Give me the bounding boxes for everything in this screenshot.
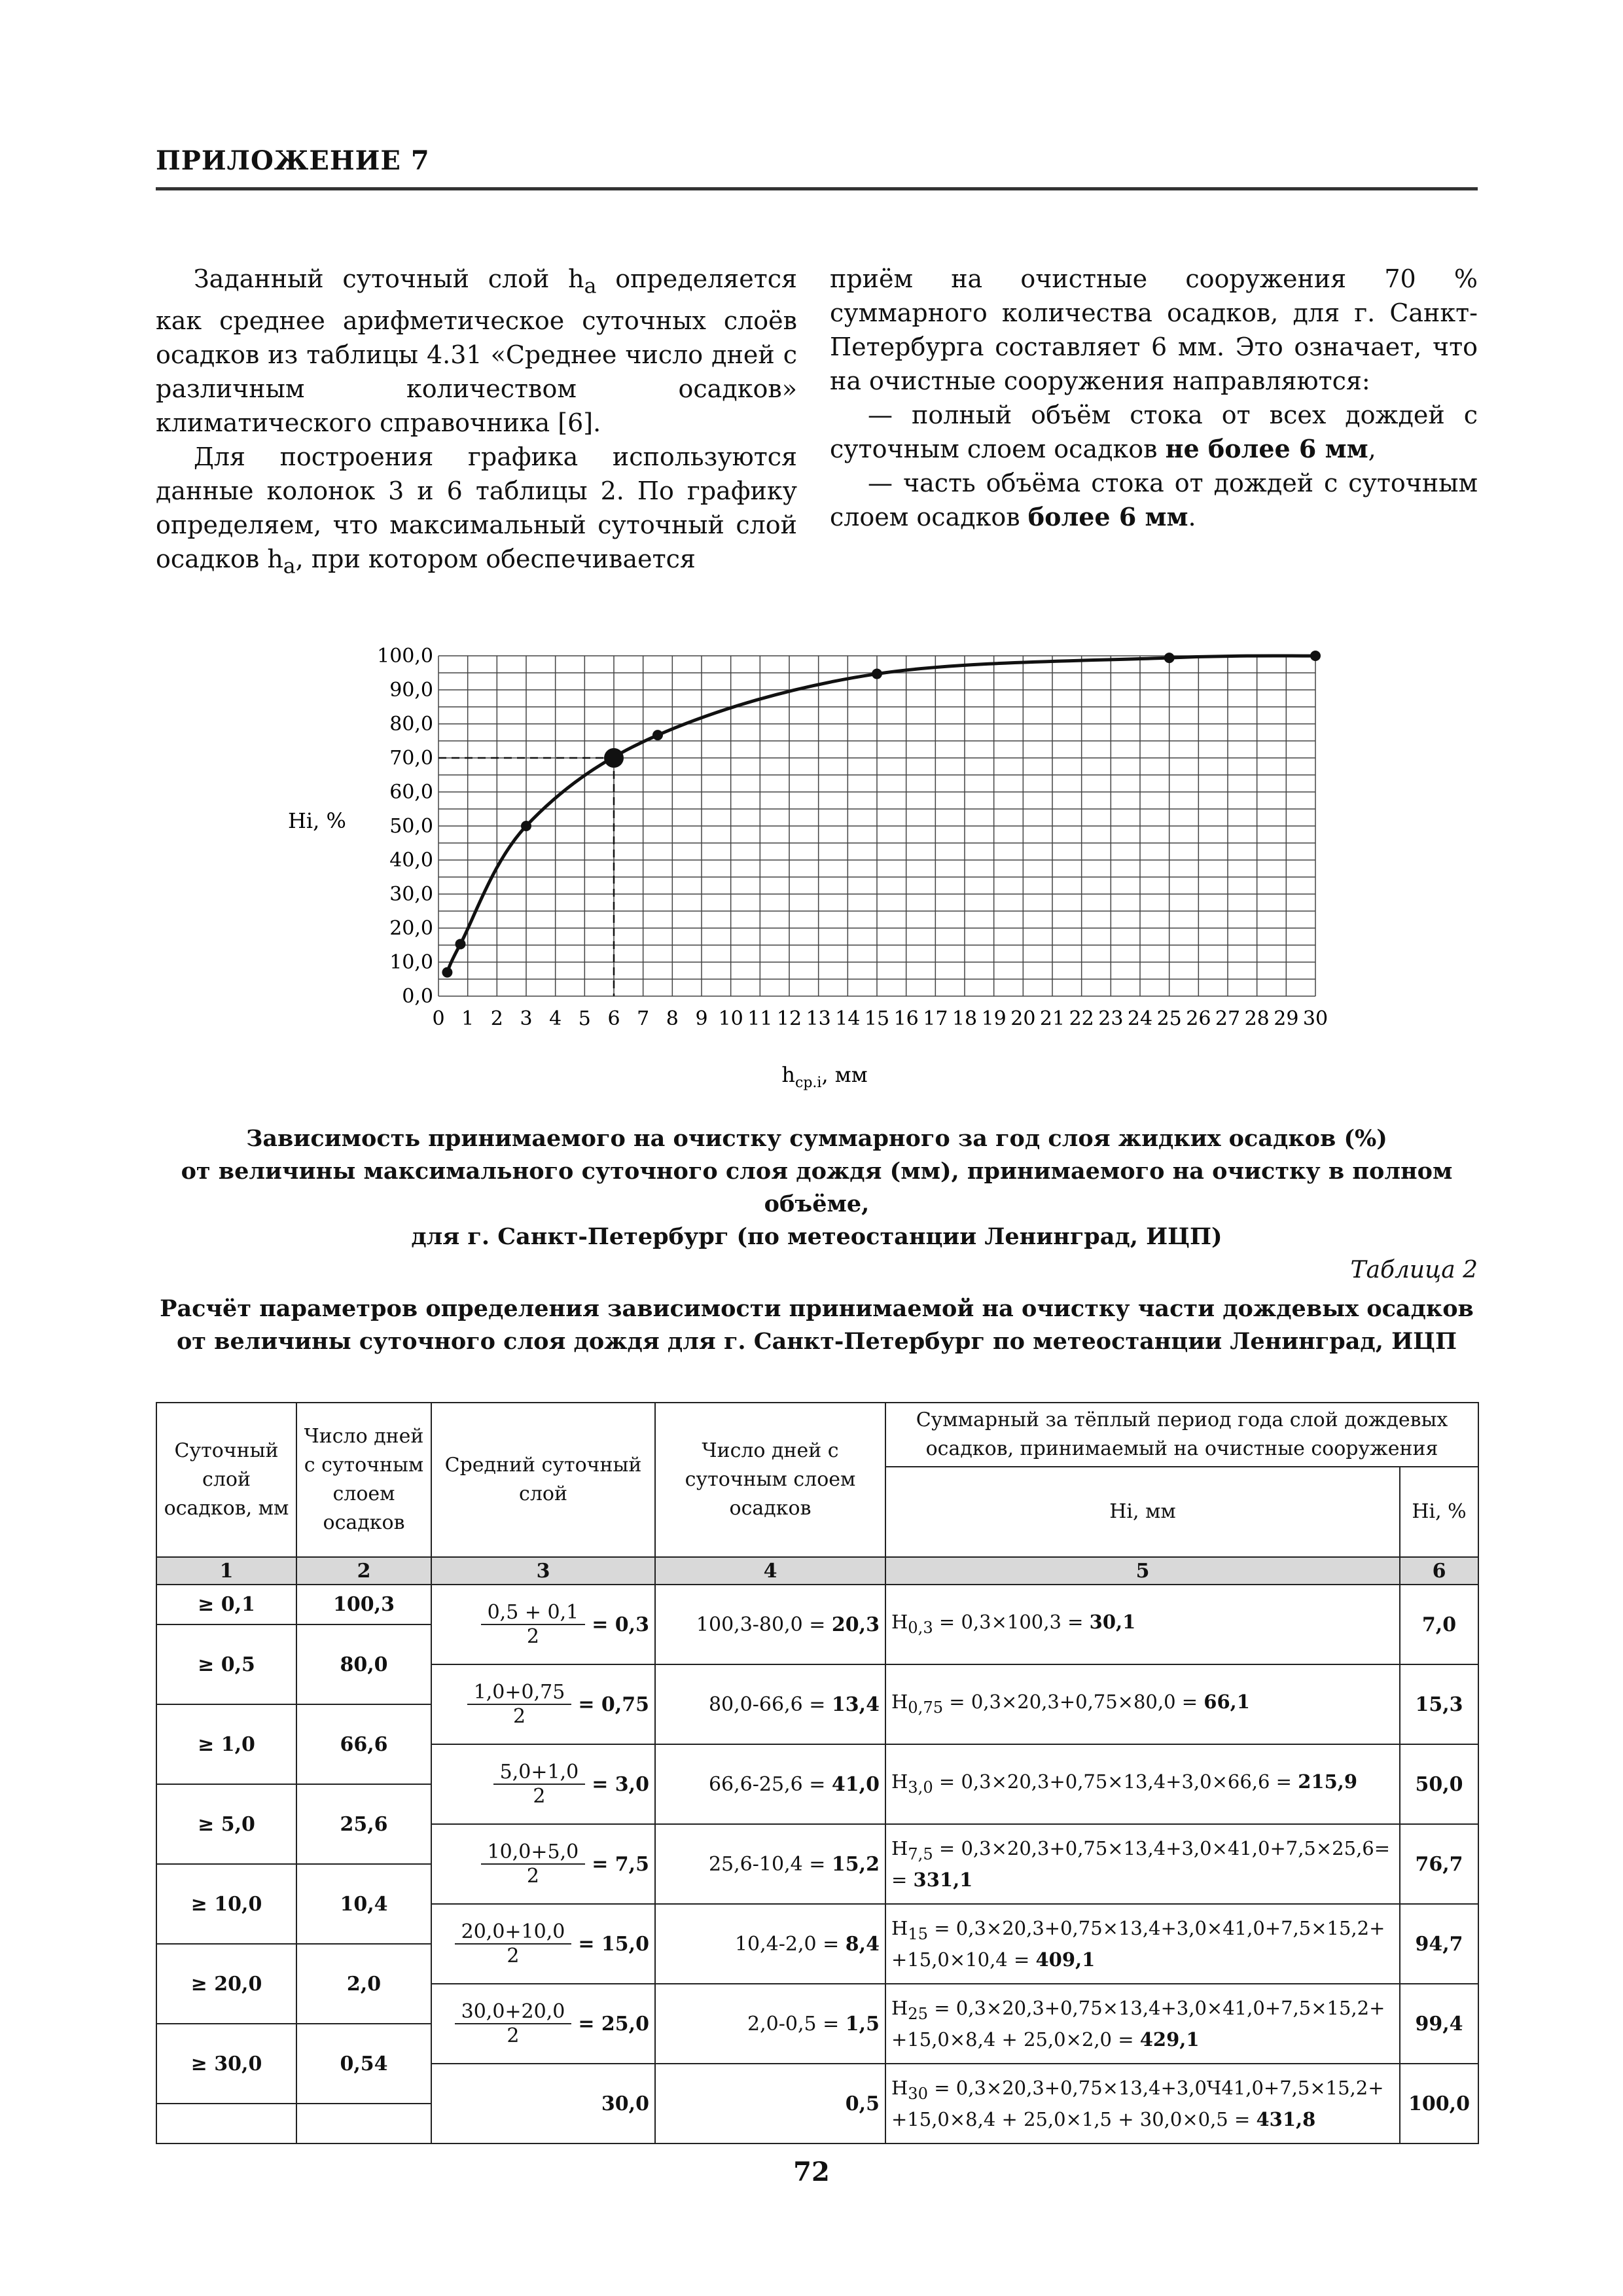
page-number: 72	[793, 2157, 830, 2187]
layer-cell: ≥ 30,0	[156, 2024, 296, 2104]
x-tick-label: 0	[432, 1007, 445, 1030]
fraction-numerator: 20,0+10,0	[455, 1920, 572, 1945]
average-result: 30,0	[601, 2092, 649, 2115]
x-tick-label: 30	[1302, 1007, 1329, 1030]
header-cell: Средний суточный слой	[431, 1403, 655, 1557]
average-cell	[431, 1984, 655, 2064]
paragraph: — часть объёма стока от дождей с суточным слоем осадков более 6 мм.	[830, 469, 1478, 531]
table-body	[156, 1557, 1478, 2144]
formula-text: $H_{7,5} = 0,3\times 20,3+0,75\times 13,4+3,0\times 41,0+7,5\times 25,6=$ =	[891, 1837, 1391, 1892]
days-diff-cell	[655, 1824, 885, 1904]
chart-svg	[275, 641, 1348, 1100]
y-tick-label: 50,0	[389, 815, 433, 838]
average-cell	[431, 1664, 655, 1744]
x-tick-label: 8	[666, 1007, 679, 1030]
average-result: = 0,3	[592, 1613, 649, 1636]
fraction-denominator: 2	[507, 2024, 520, 2047]
fraction-numerator: 30,0+20,0	[455, 2000, 572, 2024]
data-point	[521, 821, 531, 831]
header-title: ПРИЛОЖЕНИЕ 7	[156, 145, 430, 176]
x-tick-label: 16	[893, 1007, 919, 1030]
average-cell	[431, 1744, 655, 1824]
percent-cell: 15,3	[1400, 1664, 1478, 1744]
data-point	[442, 967, 452, 978]
x-tick-label: 6	[607, 1007, 620, 1030]
empty-cell	[296, 2104, 431, 2144]
x-tick-label: 28	[1244, 1007, 1270, 1030]
x-tick-label: 23	[1098, 1007, 1124, 1030]
header-cell: Суммарный за тёплый период года слой дождевых осадков, принимаемый на очистные сооружения	[885, 1403, 1478, 1467]
header-cell: Суточный слой осадков, мм	[156, 1403, 296, 1557]
x-tick-label: 9	[695, 1007, 708, 1030]
fraction-denominator: 2	[533, 1785, 546, 1808]
column-number: 1	[156, 1557, 296, 1585]
series-line	[447, 656, 1315, 973]
fraction-numerator: 1,0+0,75	[467, 1681, 572, 1705]
x-tick-label: 17	[923, 1007, 948, 1030]
average-cell	[431, 1824, 655, 1904]
x-tick-label: 5	[578, 1007, 591, 1030]
layer-cell: ≥ 20,0	[156, 1944, 296, 2024]
chart-caption-line: Зависимость принимаемого на очистку суммарного за год слоя жидких осадков (%)	[246, 1125, 1387, 1152]
layer-cell: ≥ 5,0	[156, 1784, 296, 1864]
paragraph: Для построения графика используются данные колонок 3 и 6 таблицы 2. По графику определяем, что максимальный суточный слой осадков $h_a$, при котором обеспечивается	[156, 442, 797, 579]
fraction-numerator: 5,0+1,0	[493, 1761, 586, 1785]
formula-text: $H_{30} = 0,3\times 20,3+0,75\times 13,4+3,0Ч41,0+7,5\times 15,2+ +15,0\times 8,4 + 25,0\times 1,5 + 30,0\times 0,5$ =	[891, 2076, 1384, 2131]
x-tick-label: 2	[490, 1007, 503, 1030]
days-diff-result: 8,4	[845, 1932, 880, 1956]
data-point	[872, 669, 882, 679]
table-row	[156, 1585, 1478, 1624]
x-tick-label: 1	[461, 1007, 474, 1030]
layer-formula-cell	[885, 1664, 1400, 1744]
average-result: = 15,0	[578, 1932, 649, 1956]
formula-result: 431,8	[1256, 2108, 1316, 2131]
x-tick-label: 7	[637, 1007, 650, 1030]
data-point	[652, 730, 663, 740]
formula-text: $H_{15} = 0,3\times 20,3+0,75\times 13,4+3,0\times 41,0+7,5\times 15,2+ +15,0\times 10,4$ =	[891, 1916, 1385, 1971]
header-cell: Число дней с суточным слоем осадков	[655, 1403, 885, 1557]
days-diff-expr: 2,0-0,5 =	[747, 2012, 846, 2036]
days-diff-result: 1,5	[845, 2012, 880, 2036]
y-tick-label: 30,0	[389, 883, 433, 906]
x-tick-label: 18	[952, 1007, 978, 1030]
fraction-denominator: 2	[526, 1865, 539, 1888]
average-result: = 7,5	[592, 1852, 649, 1876]
formula-result: 331,1	[913, 1869, 973, 1892]
fraction-denominator: 2	[526, 1625, 539, 1648]
average-cell	[431, 1904, 655, 1984]
x-tick-label: 25	[1156, 1007, 1182, 1030]
header-cell: Hi, мм	[885, 1467, 1400, 1557]
table-label: Таблица 2	[1350, 1257, 1478, 1283]
chart-caption	[156, 1122, 1478, 1253]
x-tick-label: 15	[864, 1007, 890, 1030]
days-cell: 25,6	[296, 1784, 431, 1864]
percent-cell: 100,0	[1400, 2064, 1478, 2144]
column-number: 4	[655, 1557, 885, 1585]
header-cell: Hi, %	[1400, 1467, 1478, 1557]
layer-formula-cell	[885, 1585, 1400, 1664]
formula-text: $H_{0,75} = 0,3\times 20,3+0,75\times 80,0$ =	[891, 1690, 1204, 1717]
y-tick-label: 80,0	[389, 713, 433, 736]
y-tick-label: 90,0	[389, 679, 433, 702]
column-number: 5	[885, 1557, 1400, 1585]
column-number-row	[156, 1557, 1478, 1585]
formula-result: 30,1	[1089, 1610, 1136, 1633]
data-point	[1310, 651, 1321, 661]
days-diff-result: 41,0	[831, 1772, 880, 1796]
page-header	[156, 137, 1478, 190]
formula-result: 429,1	[1139, 2028, 1200, 2051]
data-table	[156, 1402, 1478, 2144]
y-tick-label: 20,0	[389, 917, 433, 940]
layer-formula-cell	[885, 1984, 1400, 2064]
y-tick-label: 70,0	[389, 747, 433, 770]
formula-result: 66,1	[1204, 1690, 1250, 1713]
percent-cell: 76,7	[1400, 1824, 1478, 1904]
layer-formula-cell	[885, 1744, 1400, 1824]
table-caption	[156, 1293, 1478, 1358]
chart-caption-line: для г. Санкт-Петербург (по метеостанции Ленинград, ИЦП)	[411, 1223, 1222, 1250]
table-caption-line: от величины суточного слоя дождя для г. Санкт-Петербург по метеостанции Ленинград, ИЦП	[176, 1328, 1457, 1355]
layer-formula-cell	[885, 1824, 1400, 1904]
highlight-point	[604, 748, 624, 768]
days-diff-result: 13,4	[831, 1693, 880, 1716]
paragraph: — полный объём стока от всех дождей с суточным слоем осадков не более 6 мм,	[830, 401, 1478, 463]
column-number: 3	[431, 1557, 655, 1585]
y-tick-label: 10,0	[389, 951, 433, 974]
column-number: 6	[1400, 1557, 1478, 1585]
days-cell: 80,0	[296, 1624, 431, 1704]
formula-result: 215,9	[1298, 1770, 1358, 1793]
chart-caption-line: от величины максимального суточного слоя дождя (мм), принимаемого на очистку в полном объёме,	[181, 1158, 1453, 1217]
formula-result: 409,1	[1035, 1948, 1096, 1971]
average-result: = 0,75	[578, 1693, 649, 1716]
average-result: = 25,0	[578, 2012, 649, 2036]
empty-cell	[156, 2104, 296, 2144]
text-column-left	[156, 262, 797, 583]
table-caption-line: Расчёт параметров определения зависимости принимаемой на очистку части дождевых осадков	[160, 1295, 1474, 1322]
data-point	[455, 939, 466, 949]
days-diff-expr: 80,0-66,6 =	[708, 1693, 832, 1716]
x-tick-label: 24	[1127, 1007, 1153, 1030]
days-diff-cell	[655, 1664, 885, 1744]
x-tick-label: 29	[1274, 1007, 1299, 1030]
x-tick-label: 19	[981, 1007, 1007, 1030]
x-tick-label: 3	[520, 1007, 533, 1030]
formula-text: $H_{0,3} = 0,3\times 100,3$ =	[891, 1610, 1090, 1637]
fraction-denominator: 2	[512, 1705, 526, 1728]
table	[156, 1402, 1479, 2144]
x-tick-label: 27	[1215, 1007, 1241, 1030]
days-diff-cell	[655, 1904, 885, 1984]
y-tick-label: 40,0	[389, 849, 433, 872]
days-diff-expr: 10,4-2,0 =	[734, 1932, 846, 1956]
paragraph: Заданный суточный слой $h_a$ определяется как среднее арифметическое суточных слоёв осадков из таблицы 4.31 «Среднее число дней с различным количеством осадков» климатического справочника [6].	[156, 264, 797, 437]
fraction-denominator: 2	[507, 1945, 520, 1967]
average-result: = 3,0	[592, 1772, 649, 1796]
x-tick-label: 21	[1039, 1007, 1065, 1030]
x-tick-label: 22	[1069, 1007, 1094, 1030]
days-diff-result: 0,5	[845, 2092, 880, 2115]
days-diff-result: 20,3	[831, 1613, 880, 1636]
x-tick-label: 10	[718, 1007, 743, 1030]
days-diff-expr: 25,6-10,4 =	[708, 1852, 832, 1876]
layer-formula-cell	[885, 2064, 1400, 2144]
days-diff-cell	[655, 1744, 885, 1824]
column-number: 2	[296, 1557, 431, 1585]
y-tick-label: 0,0	[402, 985, 433, 1008]
layer-formula-cell	[885, 1904, 1400, 1984]
y-axis-label: Hi, %	[288, 808, 346, 833]
fraction-numerator: 0,5 + 0,1	[481, 1601, 586, 1625]
average-cell	[431, 1585, 655, 1664]
x-tick-label: 12	[776, 1007, 802, 1030]
x-tick-label: 4	[549, 1007, 562, 1030]
days-cell: 100,3	[296, 1585, 431, 1624]
average-cell	[431, 2064, 655, 2144]
days-diff-cell	[655, 2064, 885, 2144]
layer-cell: ≥ 10,0	[156, 1864, 296, 1944]
days-diff-cell	[655, 1984, 885, 2064]
formula-text: $H_{25} = 0,3\times 20,3+0,75\times 13,4+3,0\times 41,0+7,5\times 15,2+ +15,0\times 8,4 + 25,0\times 2,0$ =	[891, 1996, 1385, 2051]
days-diff-expr: 66,6-25,6 =	[708, 1772, 832, 1796]
paragraph: приём на очистные сооружения 70 % суммарного количества осадков, для г. Санкт-Петербурга составляет 6 мм. Это означает, что на очистные сооружения направляются:	[830, 264, 1478, 395]
percent-cell: 7,0	[1400, 1585, 1478, 1664]
x-tick-label: 26	[1186, 1007, 1211, 1030]
days-diff-expr: 100,3-80,0 =	[696, 1613, 832, 1636]
data-point	[1164, 653, 1175, 663]
header-cell: Число дней с суточным слоем осадков	[296, 1403, 431, 1557]
x-tick-label: 13	[806, 1007, 831, 1030]
layer-cell: ≥ 0,1	[156, 1585, 296, 1624]
x-axis-label: $h_{ср.i}$, мм	[781, 1062, 868, 1091]
layer-cell: ≥ 1,0	[156, 1704, 296, 1784]
percent-cell: 99,4	[1400, 1984, 1478, 2064]
days-diff-cell	[655, 1585, 885, 1664]
days-cell: 66,6	[296, 1704, 431, 1784]
percent-cell: 94,7	[1400, 1904, 1478, 1984]
fraction-numerator: 10,0+5,0	[481, 1840, 586, 1865]
formula-text: $H_{3,0} = 0,3\times 20,3+0,75\times 13,4+3,0\times 66,6$ =	[891, 1770, 1298, 1797]
days-cell: 2,0	[296, 1944, 431, 2024]
days-diff-result: 15,2	[831, 1852, 880, 1876]
percent-cell: 50,0	[1400, 1744, 1478, 1824]
y-tick-label: 60,0	[389, 781, 433, 804]
x-tick-label: 20	[1010, 1007, 1036, 1030]
y-tick-label: 100,0	[377, 645, 433, 668]
chart	[275, 641, 1348, 1100]
x-tick-label: 14	[835, 1007, 861, 1030]
text-column-right	[830, 262, 1478, 534]
layer-cell: ≥ 0,5	[156, 1624, 296, 1704]
days-cell: 10,4	[296, 1864, 431, 1944]
x-tick-label: 11	[747, 1007, 773, 1030]
days-cell: 0,54	[296, 2024, 431, 2104]
